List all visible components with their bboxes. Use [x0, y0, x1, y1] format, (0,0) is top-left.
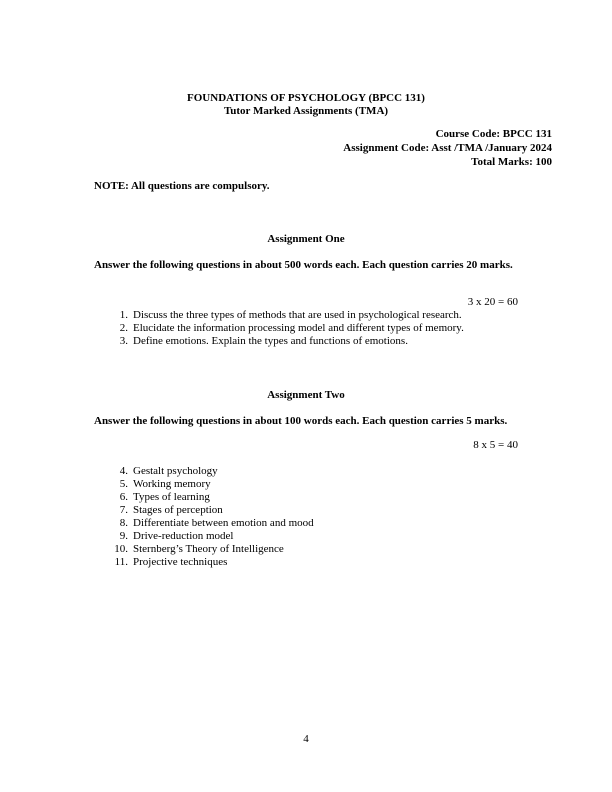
page-number: 4 — [303, 733, 309, 745]
question-item — [109, 335, 464, 348]
question-number: 5. — [119, 478, 128, 490]
question-item — [109, 491, 314, 504]
assignment-two-question-list — [109, 465, 314, 569]
question-item — [109, 530, 314, 543]
question-item — [109, 309, 464, 322]
question-number: 4. — [119, 465, 128, 477]
question-item — [109, 517, 314, 530]
question-text: Discuss the three types of methods that are used in psychological research. — [133, 309, 462, 321]
question-number: 2. — [119, 322, 128, 334]
assignment-code: Assignment Code: Asst /TMA /January 2024 — [343, 142, 552, 154]
question-text: Drive-reduction model — [133, 530, 234, 542]
question-item — [109, 543, 314, 556]
question-text: Stages of perception — [133, 504, 223, 516]
document-title: FOUNDATIONS OF PSYCHOLOGY (BPCC 131) — [187, 92, 425, 104]
question-number: 10. — [114, 543, 128, 555]
question-text: Elucidate the information processing model and different types of memory. — [133, 322, 464, 334]
question-number: 9. — [119, 530, 128, 542]
question-item — [109, 478, 314, 491]
total-marks: Total Marks: 100 — [471, 156, 552, 168]
question-text: Define emotions. Explain the types and functions of emotions. — [133, 335, 408, 347]
assignment-one-marks: 3 x 20 = 60 — [467, 296, 518, 308]
assignment-one-title: Assignment One — [267, 233, 345, 245]
question-text: Gestalt psychology — [133, 465, 218, 477]
compulsory-note: NOTE: All questions are compulsory. — [94, 180, 270, 192]
question-number: 1. — [119, 309, 128, 321]
assignment-one-question-list — [109, 309, 464, 348]
question-number: 11. — [114, 556, 128, 568]
question-number: 3. — [119, 335, 128, 347]
question-item — [109, 504, 314, 517]
question-item — [109, 556, 314, 569]
assignment-two-title: Assignment Two — [267, 389, 345, 401]
question-number: 7. — [119, 504, 128, 516]
question-text: Working memory — [133, 478, 211, 490]
question-number: 6. — [119, 491, 128, 503]
assignment-two-instructions: Answer the following questions in about 100 words each. Each question carries 5 marks. — [94, 415, 508, 427]
question-text: Differentiate between emotion and mood — [133, 517, 314, 529]
question-number: 8. — [119, 517, 128, 529]
course-code: Course Code: BPCC 131 — [435, 128, 552, 140]
document-subtitle: Tutor Marked Assignments (TMA) — [223, 105, 389, 117]
question-text: Projective techniques — [133, 556, 228, 568]
assignment-one-instructions: Answer the following questions in about 500 words each. Each question carries 20 marks. — [94, 259, 513, 271]
question-item — [109, 322, 464, 335]
question-text: Types of learning — [133, 491, 210, 503]
question-text: Sternberg’s Theory of Intelligence — [133, 543, 284, 555]
question-item — [109, 465, 314, 478]
assignment-two-marks: 8 x 5 = 40 — [473, 439, 518, 451]
